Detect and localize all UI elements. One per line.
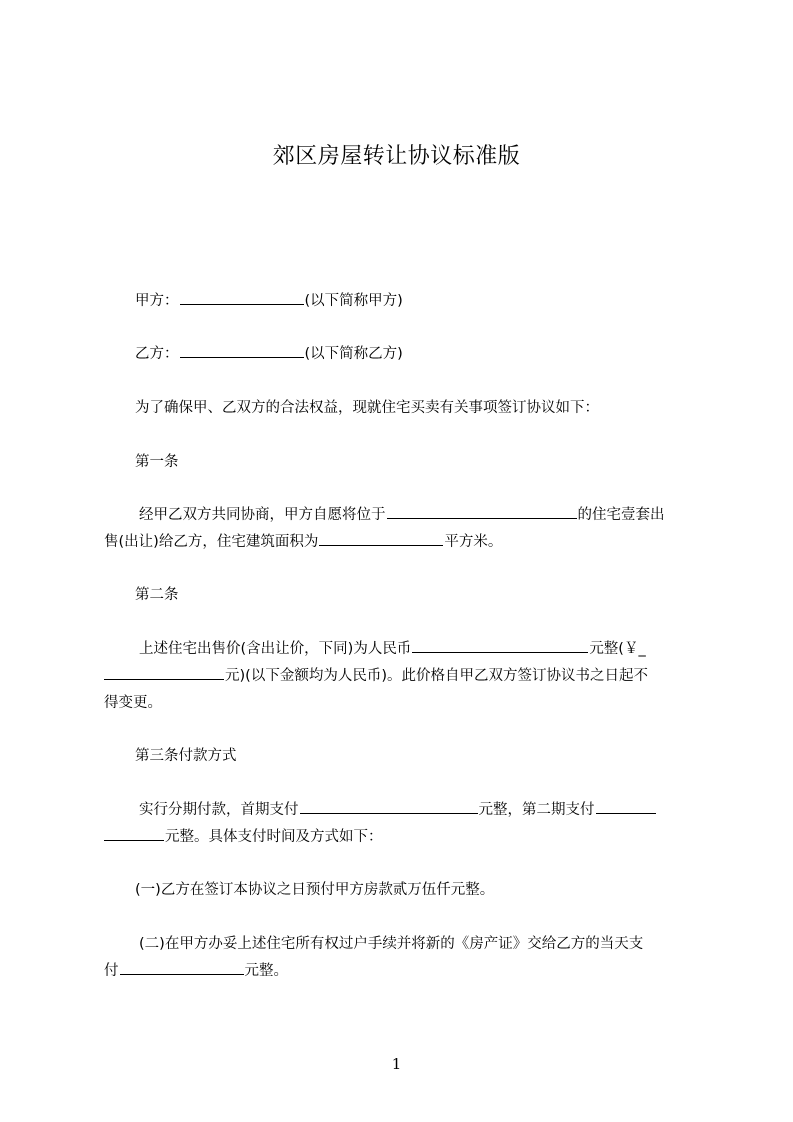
- article-3-heading: 第三条付款方式: [135, 748, 237, 764]
- article-3-line-2: [104, 822, 383, 852]
- party-a-line: [135, 286, 403, 316]
- price-rmb-blank: [412, 634, 588, 653]
- page-number: 1: [391, 1055, 402, 1073]
- article-2-line-3: 得变更。: [104, 695, 162, 711]
- article-2-line-1: [139, 634, 646, 664]
- location-blank: [387, 500, 577, 519]
- article-2-text-a: 上述住宅出售价(含出让价，下同)为人民币: [139, 641, 412, 657]
- article-1-heading: 第一条: [135, 454, 179, 470]
- price-figure-blank: [104, 661, 224, 680]
- article-1-text-a: 经甲乙双方共同协商，甲方自愿将位于: [139, 507, 386, 523]
- third-payment-blank: [120, 956, 244, 975]
- party-a-blank: [180, 286, 304, 305]
- party-b-line: [135, 339, 403, 369]
- article-1-text-c: 售(出让)给乙方，住宅建筑面积为: [104, 534, 319, 550]
- article-3-item-2-text-a: 付: [104, 963, 119, 979]
- party-b-suffix: (以下简称乙方): [304, 346, 403, 362]
- document-title: 郊区房屋转让协议标准版: [272, 144, 521, 169]
- party-b-blank: [180, 339, 304, 358]
- article-3-line-1: [139, 795, 657, 825]
- article-2-text-c: 元)(以下金额均为人民币)。此价格自甲乙双方签订协议书之日起不: [225, 668, 648, 684]
- party-b-label: 乙方：: [135, 346, 179, 362]
- article-3-item-1: (一)乙方在签订本协议之日预付甲方房款贰万伍仟元整。: [135, 882, 495, 898]
- party-a-label: 甲方：: [135, 293, 179, 309]
- article-2-heading: 第二条: [135, 587, 179, 603]
- article-2-line-2: [104, 661, 648, 691]
- article-3-text-a: 实行分期付款，首期支付: [139, 802, 299, 818]
- second-payment-blank-b: [104, 822, 164, 841]
- article-1-text-b: 的住宅壹套出: [577, 507, 665, 523]
- area-blank: [319, 527, 443, 546]
- intro-paragraph: 为了确保甲、乙双方的合法权益，现就住宅买卖有关事项签订协议如下：: [135, 400, 599, 416]
- first-payment-blank: [300, 795, 478, 814]
- article-1-line-1: [139, 500, 665, 530]
- article-3-item-2-line-2: [104, 956, 288, 986]
- second-payment-blank-a: [596, 795, 656, 814]
- article-1-line-2: [104, 527, 502, 557]
- article-2-text-b: 元整(￥_: [589, 641, 646, 657]
- article-3-text-b: 元整，第二期支付: [478, 802, 595, 818]
- article-1-text-d: 平方米。: [444, 534, 503, 550]
- article-3-item-2-text-b: 元整。: [244, 963, 288, 979]
- article-3-text-c: 元整。具体支付时间及方式如下：: [165, 829, 383, 845]
- article-3-item-2-line-1: (二)在甲方办妥上述住宅所有权过户手续并将新的《房产证》交给乙方的当天支: [139, 936, 644, 952]
- party-a-suffix: (以下简称甲方): [304, 293, 403, 309]
